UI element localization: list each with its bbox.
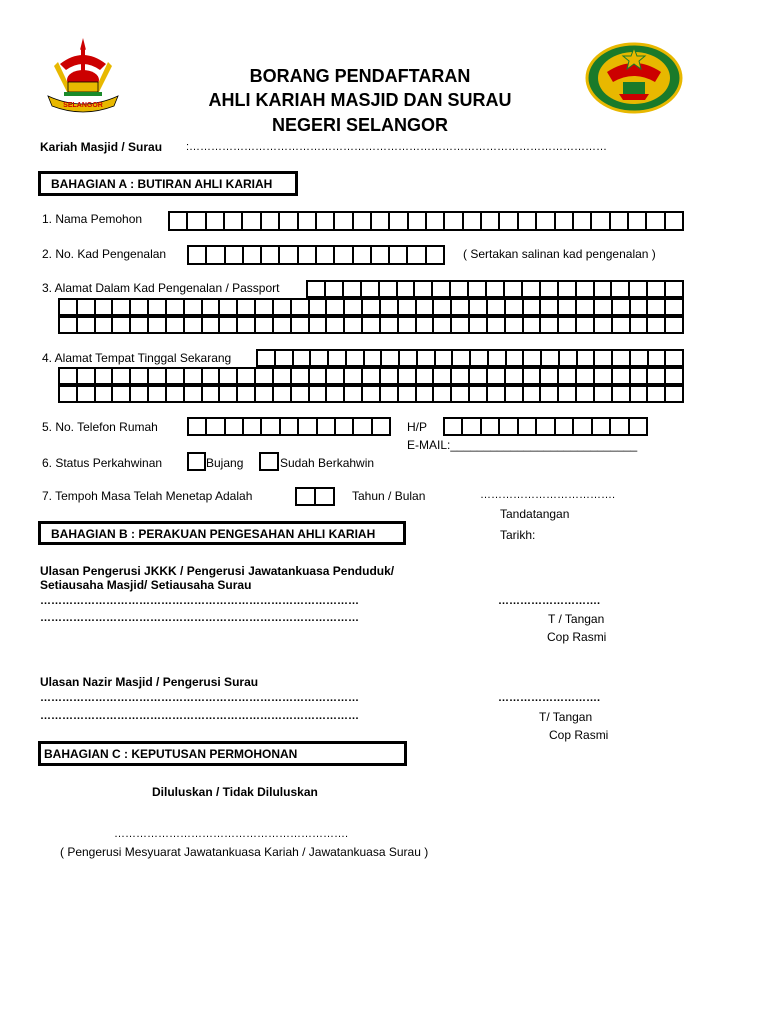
nama-pemohon-grid[interactable] <box>168 211 684 231</box>
comment1-label-line1: Ulasan Pengerusi JKKK / Pengerusi Jawatankuasa Penduduk/ <box>40 564 395 578</box>
single-option-label: Bujang <box>206 456 244 470</box>
chairman-signature-line[interactable]: ………………………………………………………. <box>114 828 349 840</box>
comment1-label-line2: Setiausaha Masjid/ Setiausaha Surau <box>40 578 252 592</box>
ic-address-grid-row2[interactable] <box>58 298 684 316</box>
form-title-line3: NEGERI SELANGOR <box>271 115 449 135</box>
comment2-signature-line[interactable]: ………………………. <box>498 692 601 704</box>
current-address-grid-row3[interactable] <box>58 385 684 403</box>
q7-label: 7. Tempoh Masa Telah Menetap Adalah <box>42 489 253 503</box>
comment2-stamp-label: Cop Rasmi <box>549 728 609 742</box>
kariah-field[interactable]: :…………………………………………………………………………………………………… <box>186 141 608 153</box>
form-title-line2: AHLI KARIAH MASJID DAN SURAU <box>208 90 512 110</box>
married-option-label: Sudah Berkahwin <box>280 456 375 470</box>
q3-label: 3. Alamat Dalam Kad Pengenalan / Passport <box>42 281 280 295</box>
comment1-line1[interactable]: …………………………………………………………………………… <box>40 595 359 607</box>
q2-label: 2. No. Kad Pengenalan <box>42 247 167 261</box>
comment2-line1[interactable]: …………………………………………………………………………… <box>40 692 359 704</box>
current-address-grid-row1[interactable] <box>256 349 684 367</box>
q1-label: 1. Nama Pemohon <box>42 212 143 226</box>
married-checkbox[interactable] <box>259 452 279 471</box>
q5-label: 5. No. Telefon Rumah <box>42 420 158 434</box>
comment1-stamp-label: Cop Rasmi <box>547 630 607 644</box>
duration-grid[interactable] <box>295 487 335 506</box>
ic-copy-note: ( Sertakan salinan kad pengenalan ) <box>463 247 656 261</box>
hp-label: H/P <box>407 420 428 434</box>
q6-label: 6. Status Perkahwinan <box>42 456 163 470</box>
comment2-signature-label: T/ Tangan <box>539 710 593 724</box>
applicant-signature-line[interactable]: ………………………………. <box>480 489 616 501</box>
jais-emblem-logo <box>585 42 683 114</box>
ic-address-grid-row1[interactable] <box>306 280 684 298</box>
section-b-header: BAHAGIAN B : PERAKUAN PENGESAHAN AHLI KARIAH <box>38 521 406 545</box>
comment1-signature-label: T / Tangan <box>548 612 605 626</box>
email-field[interactable]: E-MAIL:____________________________ <box>407 438 638 452</box>
ic-number-grid[interactable] <box>187 245 445 265</box>
decision-label[interactable]: Diluluskan / Tidak Diluluskan <box>152 785 318 799</box>
q4-label: 4. Alamat Tempat Tinggal Sekarang <box>42 351 232 365</box>
section-a-header: BAHAGIAN A : BUTIRAN AHLI KARIAH <box>38 171 298 196</box>
single-checkbox[interactable] <box>187 452 206 471</box>
ic-address-grid-row3[interactable] <box>58 316 684 334</box>
comment1-line2[interactable]: …………………………………………………………………………… <box>40 612 359 624</box>
mobile-phone-grid[interactable] <box>443 417 648 436</box>
chairman-label: ( Pengerusi Mesyuarat Jawatankuasa Kariah / Jawatankuasa Surau ) <box>60 845 429 859</box>
svg-text:SELANGOR: SELANGOR <box>63 102 103 109</box>
home-phone-grid[interactable] <box>187 417 391 436</box>
kariah-label: Kariah Masjid / Surau <box>40 140 163 154</box>
comment1-signature-line[interactable]: ………………………. <box>498 595 601 607</box>
comment2-label: Ulasan Nazir Masjid / Pengerusi Surau <box>40 675 259 689</box>
section-c-header: BAHAGIAN C : KEPUTUSAN PERMOHONAN <box>38 741 407 766</box>
form-title-line1: BORANG PENDAFTARAN <box>249 66 471 86</box>
selangor-crest-logo <box>42 36 124 114</box>
duration-unit-label: Tahun / Bulan <box>352 489 426 503</box>
signature-label: Tandatangan <box>500 507 570 521</box>
date-label: Tarikh: <box>500 528 536 542</box>
comment2-line2[interactable]: …………………………………………………………………………… <box>40 710 359 722</box>
current-address-grid-row2[interactable] <box>58 367 684 385</box>
